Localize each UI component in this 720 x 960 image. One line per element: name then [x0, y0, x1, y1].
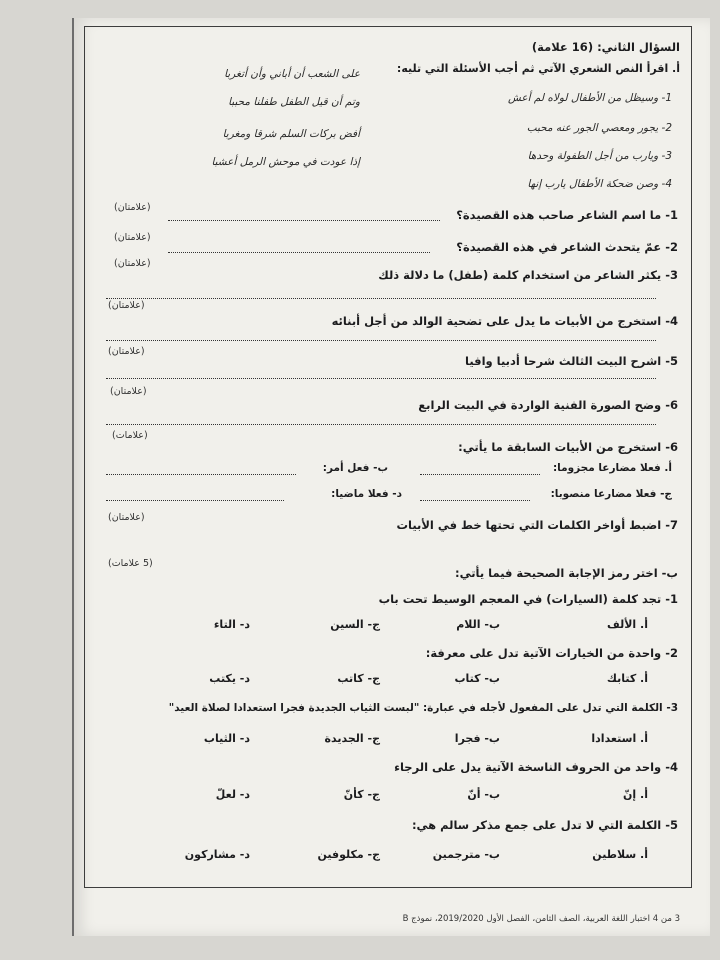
mcq-option[interactable]: د- لعلّ: [215, 788, 250, 801]
extract-d: د- فعلا ماضيا:: [331, 488, 402, 500]
mcq-option[interactable]: ب- كتاب: [454, 672, 500, 685]
mcq-option[interactable]: ج- كاتب: [337, 672, 380, 685]
verse-right: 1- وسيظل من الأطفال لولاه لم أعش: [508, 92, 672, 104]
mcq-option[interactable]: ب- مترجمين: [432, 848, 500, 861]
mark-label: (علامتان): [108, 346, 145, 357]
mcq-option[interactable]: ج- السين: [330, 618, 380, 631]
page-footer: 3 من 4 اختبار اللغة العربية، الصف الثامن، الفصل الأول 2019/2020، نموذج B: [402, 914, 680, 924]
mark-label: (علامتان): [114, 232, 151, 243]
answer-line[interactable]: [106, 500, 284, 501]
instruction: أ. اقرأ النص الشعري الآتي ثم أجب الأسئلة التي تليه:: [396, 62, 680, 75]
answer-line[interactable]: [168, 252, 430, 253]
answer-line[interactable]: [106, 378, 656, 379]
verse-right: 4- وصن ضحكة الأطفال يارب إنها: [527, 178, 672, 190]
question-5: 5- اشرح البيت الثالث شرحا أدبيا وافيا: [465, 354, 678, 368]
extract-c: ج- فعلا مضارعا منصوبا:: [550, 488, 672, 500]
mcq-question-1: 1- تجد كلمة (السيارات) في المعجم الوسيط تحت باب: [378, 592, 678, 606]
mcq-question-5: 5- الكلمة التي لا تدل على جمع مذكر سالم هي:: [411, 818, 678, 832]
mark-label: (علامتان): [110, 386, 147, 397]
mark-label: (علامتان): [114, 258, 151, 269]
mcq-option[interactable]: ب- اللام: [456, 618, 500, 631]
answer-line[interactable]: [420, 500, 530, 501]
mcq-option[interactable]: ج- كأنّ: [343, 788, 380, 801]
answer-line[interactable]: [106, 340, 656, 341]
mcq-question-4: 4- واحد من الحروف الناسخة الآتية يدل على الرجاء: [394, 760, 678, 774]
mark-label: (علامتان): [114, 202, 151, 213]
mcq-option[interactable]: أ. إنّ: [623, 788, 648, 801]
question-6: 6- وضح الصورة الفنية الواردة في البيت الرابع: [418, 398, 678, 412]
mcq-option[interactable]: ج- مكلوفين: [317, 848, 380, 861]
question-7: 7- اضبط أواخر الكلمات التي تحتها خط في الأبيات: [396, 518, 678, 532]
mcq-option[interactable]: د- التاء: [213, 618, 250, 631]
mcq-option[interactable]: أ. الألف: [607, 618, 648, 631]
verse-left: على الشعب أن أباني وأن أتغربا: [224, 68, 360, 80]
verse-right: 3- ويارب من أجل الطفولة وحدها: [527, 150, 672, 162]
mcq-option[interactable]: د- مشاركون: [184, 848, 250, 861]
extract-b: ب- فعل أمر:: [322, 462, 388, 474]
mcq-option[interactable]: ب- أنّ: [467, 788, 500, 801]
mcq-option[interactable]: د- يكتب: [209, 672, 250, 685]
verse-left: أفض بركات السلم شرقا ومغربا: [222, 128, 360, 140]
question-1: 1- ما اسم الشاعر صاحب هذه القصيدة؟: [456, 208, 678, 222]
mark-label: (علامتان): [108, 512, 145, 523]
question-header: السؤال الثاني: (16 علامة): [531, 40, 680, 54]
verse-right: 2- يجور ومعصي الجور عنه محبب: [526, 122, 672, 134]
mcq-option[interactable]: ب- فجرا: [454, 732, 500, 745]
mcq-question-3: 3- الكلمة التي تدل على المفعول لأجله في عبارة: "لبست الثياب الجديدة فجرا استعدادا لصلاة العيد": [168, 702, 678, 714]
answer-line[interactable]: [168, 220, 440, 221]
mark-label: (علامتان): [108, 300, 145, 311]
question-6-extract: 6- استخرج من الأبيات السابقة ما يأتي:: [458, 440, 678, 454]
question-2: 2- عمّ يتحدث الشاعر في هذه القصيدة؟: [456, 240, 678, 254]
question-4: 4- استخرج من الأبيات ما يدل على تضحية الوالد من أجل أبنائه: [331, 314, 678, 328]
answer-line[interactable]: [106, 424, 656, 425]
verse-left: إذا عودت في موحش الرمل أعشبا: [211, 156, 360, 168]
mcq-option[interactable]: أ. كتابك: [606, 672, 648, 685]
mcq-question-2: 2- واحدة من الخيارات الآتية تدل على معرفة:: [425, 646, 678, 660]
answer-line[interactable]: [420, 474, 540, 475]
answer-line[interactable]: [106, 298, 656, 299]
extract-a: أ. فعلا مضارعا مجزوما:: [552, 462, 672, 474]
mcq-option[interactable]: أ. سلاطين: [592, 848, 648, 861]
mcq-option[interactable]: د- الثياب: [203, 732, 250, 745]
verse-left: وتم أن قيل الطفل طفلنا محببا: [228, 96, 360, 108]
mcq-option[interactable]: أ. استعدادا: [591, 732, 648, 745]
mark-label: (علامات): [112, 430, 148, 441]
mark-label: (5 علامات): [108, 558, 153, 569]
partB-instruction: ب- اختر رمز الإجابة الصحيحة فيما يأتي:: [454, 566, 678, 580]
question-3: 3- يكثر الشاعر من استخدام كلمة (طفل) ما دلالة ذلك: [378, 268, 678, 282]
answer-line[interactable]: [106, 474, 296, 475]
mcq-option[interactable]: ج- الجديدة: [324, 732, 380, 745]
